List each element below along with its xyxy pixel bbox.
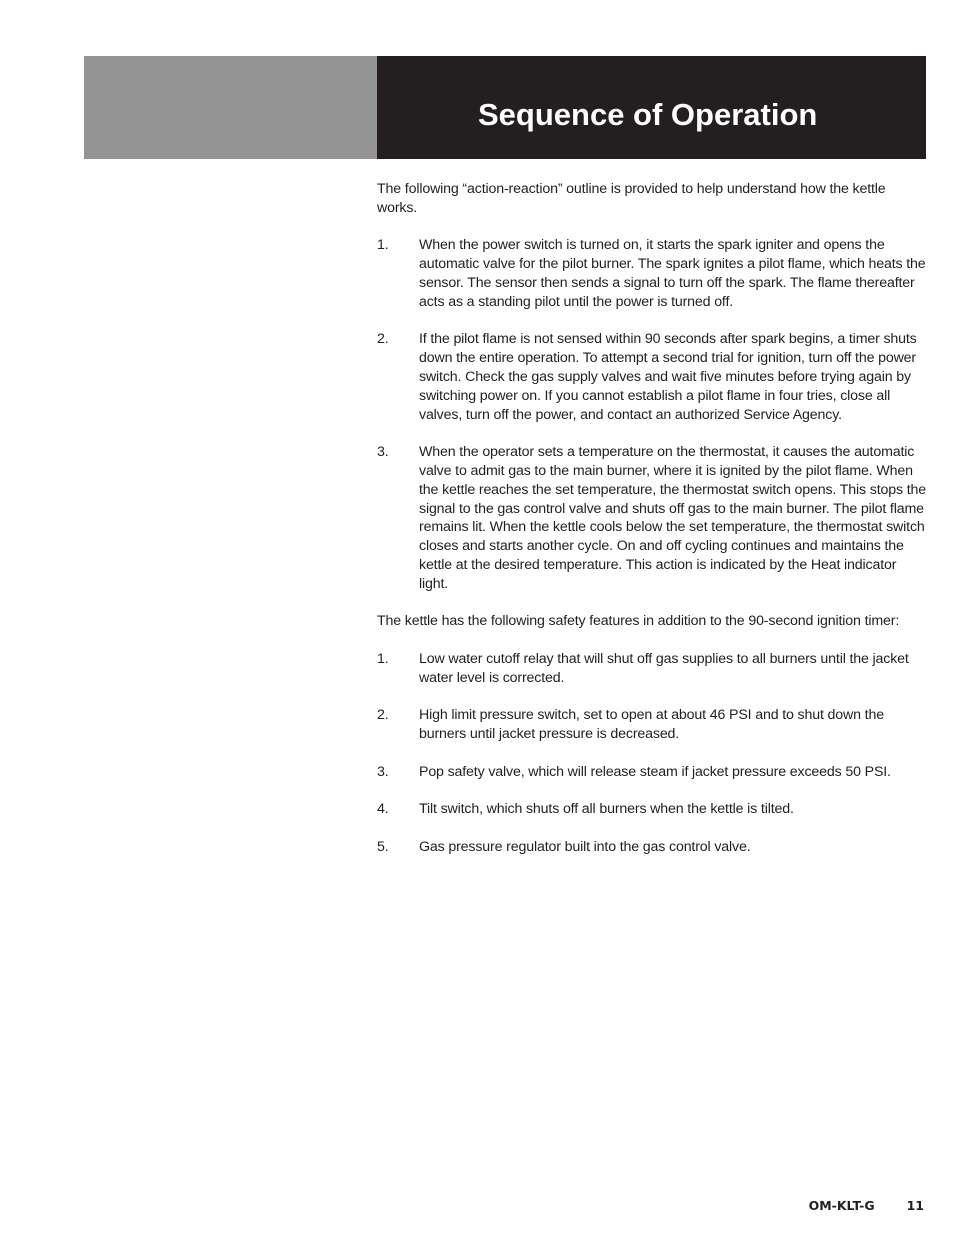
step-number: 3.: [377, 444, 389, 461]
list-item: [377, 330, 926, 424]
page-footer: [809, 1198, 924, 1214]
list-item: [377, 763, 926, 782]
feature-text: Low water cutoff relay that will shut off gas supplies to all burners until the jacket water level is corrected.: [419, 650, 909, 686]
feature-number: 4.: [377, 801, 389, 818]
feature-number: 3.: [377, 763, 389, 780]
document-code: OM-KLT-G: [808, 1198, 875, 1213]
feature-number: 1.: [377, 650, 389, 667]
sequence-steps-list: [377, 236, 926, 593]
feature-number: 5.: [377, 838, 389, 855]
list-item: [377, 706, 926, 744]
page-number: 11: [906, 1198, 924, 1213]
header-gray-block: [84, 56, 377, 159]
intro-paragraph: The following “action-reaction” outline is provided to help understand how the kettle works.: [377, 181, 886, 216]
step-text: If the pilot flame is not sensed within 90 seconds after spark begins, a timer shuts down the entire operation. To attempt a second trial for ignition, turn off the power switch. Check the gas supply valves and wait five minutes before trying again by switching power on. If you cannot establish a pilot flame in four tries, close all valves, turn off the power, and contact an authorized Service Agency.: [419, 331, 917, 423]
step-text: When the power switch is turned on, it starts the spark igniter and opens the automatic valve for the pilot burner. The spark ignites a pilot flame, which heats the sensor. The sensor then sends a signal to turn off the spark. The flame thereafter acts as a standing pilot until the power is turned off.: [419, 237, 926, 310]
feature-text: High limit pressure switch, set to open at about 46 PSI and to shut down the burners until jacket pressure is decreased.: [419, 707, 884, 743]
header-dark-block: [377, 56, 926, 159]
page-title: Sequence of Operation: [478, 97, 818, 132]
list-item: [377, 650, 926, 688]
list-item: [377, 236, 926, 311]
safety-intro-paragraph: The kettle has the following safety features in addition to the 90-second ignition timer:: [377, 613, 900, 630]
list-item: [377, 800, 926, 819]
feature-text: Tilt switch, which shuts off all burners when the kettle is tilted.: [419, 801, 794, 818]
list-item: [377, 838, 926, 857]
feature-number: 2.: [377, 707, 389, 724]
feature-text: Gas pressure regulator built into the gas control valve.: [419, 838, 751, 855]
safety-features-list: [377, 650, 926, 857]
step-number: 1.: [377, 237, 389, 254]
feature-text: Pop safety valve, which will release steam if jacket pressure exceeds 50 PSI.: [419, 763, 891, 780]
list-item: [377, 443, 926, 593]
step-text: When the operator sets a temperature on the thermostat, it causes the automatic valve to admit gas to the main burner, where it is ignited by the pilot flame. When the kettle reaches the set temperature, the thermostat switch opens. This stops the signal to the gas control valve and shuts off gas to the main burner. The pilot flame remains lit. When the kettle cools below the set temperature, the thermostat switch closes and starts another cycle. On and off cycling continues and maintains the kettle at the desired temperature. This action is indicated by the Heat indicator light.: [419, 444, 926, 592]
main-content: [377, 180, 926, 875]
step-number: 2.: [377, 331, 389, 348]
